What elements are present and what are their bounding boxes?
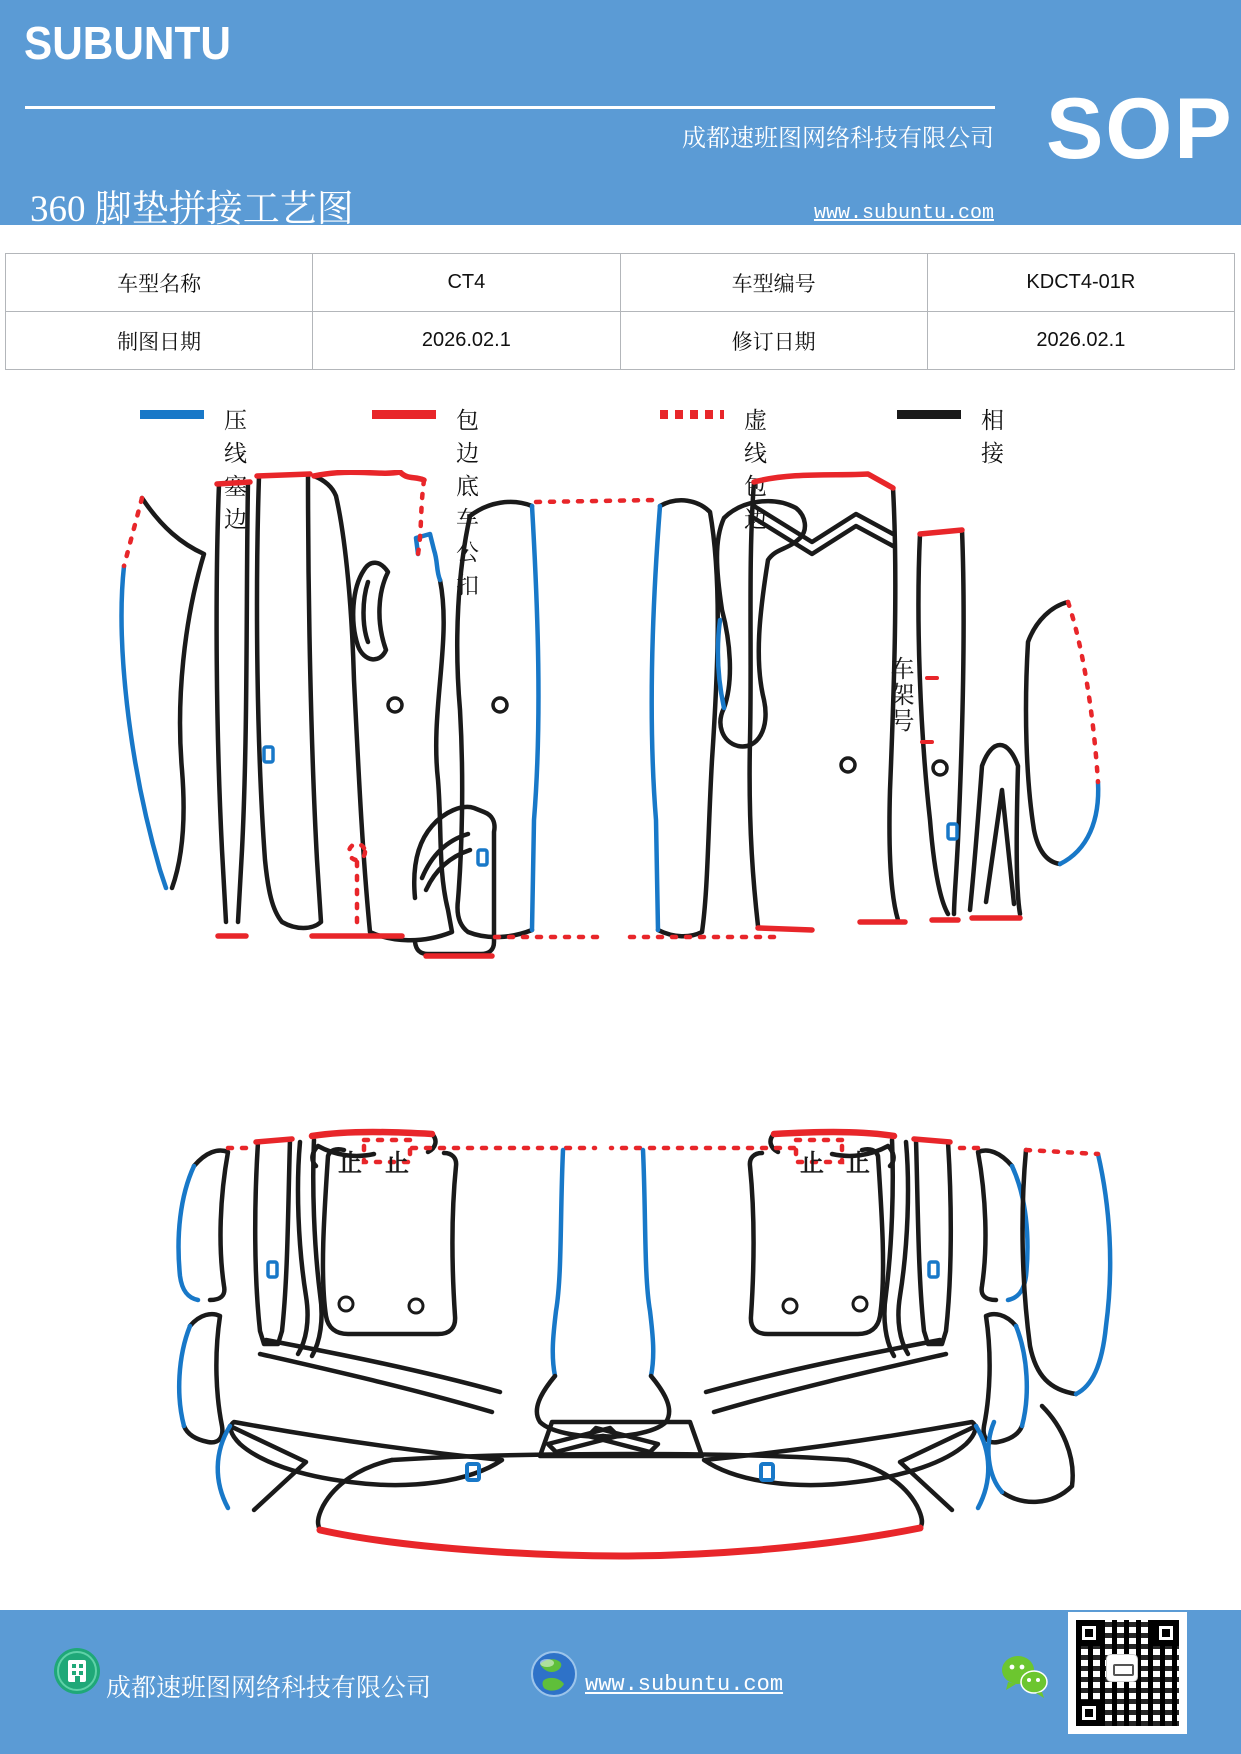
building-icon [52,1646,102,1696]
model-code-value: KDCT4-01R [927,254,1234,312]
rear-mats-svg [170,1126,1120,1571]
stop-mark: 止 [385,1151,409,1177]
vin-label: 车架号 [886,656,912,734]
sop-badge: SOP [1046,81,1234,177]
header-divider [25,106,995,109]
table-row [6,312,1235,370]
header-company-name: 成都速班图网络科技有限公司 [682,126,994,152]
footer-company-name: 成都速班图网络科技有限公司 [106,1675,432,1702]
line-legend [0,400,1241,598]
header-email: Subuntu2026@163.com [765,238,994,261]
table-row [6,254,1235,312]
rear-mats-diagram [170,1126,1120,1571]
draw-date-value: 2026.02.1 [313,312,620,370]
qr-code [1068,1612,1187,1734]
model-code-label: 车型编号 [620,254,927,312]
blue-line-swatch [140,410,204,419]
revise-date-label: 修订日期 [620,312,927,370]
model-name-value: CT4 [313,254,620,312]
footer [0,1610,1241,1754]
globe-icon [530,1650,578,1698]
qr-finder [1153,1620,1179,1646]
legend-label: 压线塞边 [224,408,247,532]
front-mats-svg [112,470,1107,965]
vehicle-info-table [5,253,1235,370]
stop-mark: 止 [338,1151,362,1177]
front-mats-diagram [112,470,1107,965]
qr-finder [1076,1620,1102,1646]
header [0,0,1241,261]
red-dashed-swatch [660,410,724,419]
footer-website-link[interactable]: www.subuntu.com [585,1672,784,1697]
stop-mark: 止 [846,1151,870,1177]
qr-finder [1076,1700,1102,1726]
legend-label: 虚线包边 [744,408,767,532]
wechat-icon [998,1652,1050,1700]
qr-center-logo [1106,1654,1138,1682]
draw-date-label: 制图日期 [6,312,313,370]
legend-label: 包边底车公扣 [456,408,479,598]
page-title: 360 脚垫拼接工艺图 [30,189,354,230]
black-line-swatch [897,410,961,419]
stop-mark: 止 [800,1151,824,1177]
red-line-swatch [372,410,436,419]
legend-label: 相接 [981,408,1004,466]
revise-date-value: 2026.02.1 [927,312,1234,370]
model-name-label: 车型名称 [6,254,313,312]
header-website-link[interactable]: www.subuntu.com [813,202,994,225]
company-logo: SUBUNTU [24,17,231,69]
